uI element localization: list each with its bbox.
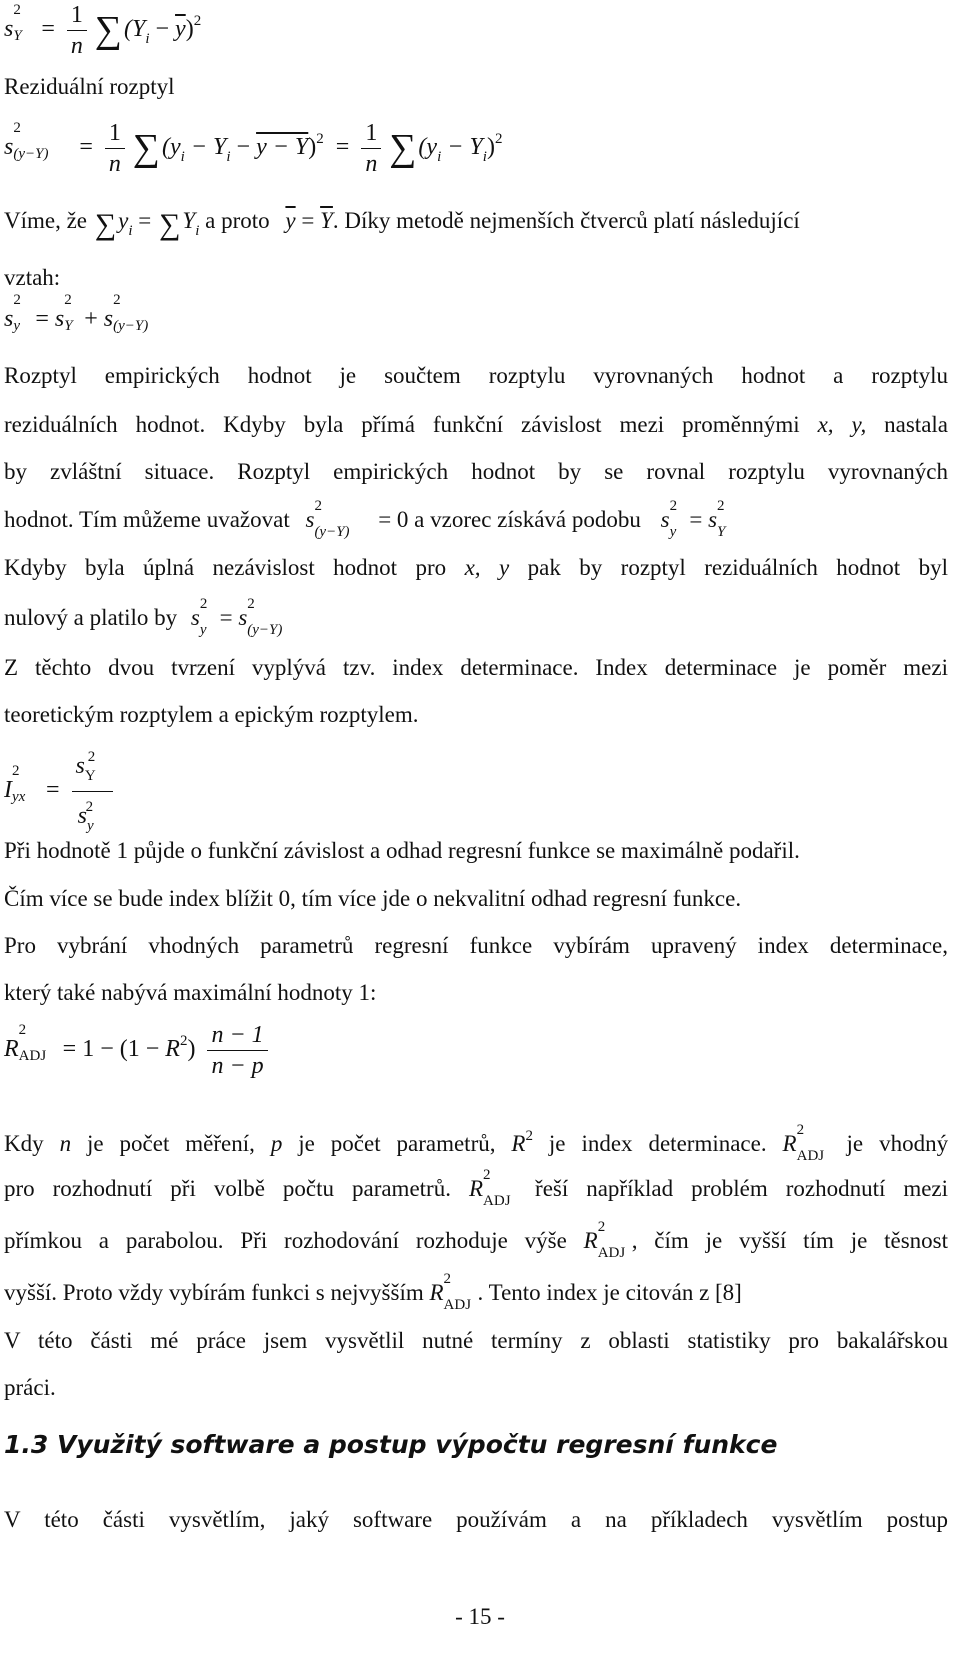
formula-variance-decomposition: s 2 y = s 2 Y + s 2 (y−Y) — [4, 292, 149, 334]
paragraph-line: reziduálních hodnot. Kdyby byla přímá funkční závislost mezi proměnnými x, y, nastala — [4, 412, 948, 437]
paragraph-line: Čím více se bude index blížit 0, tím více jde o nekvalitní odhad regresní funkce. — [4, 886, 742, 911]
paragraph-line: přímkou a parabolou. Při rozhodování rozhoduje výše R 2 ADJ , čím je vyšší tím je těsnost — [4, 1219, 949, 1261]
paragraph-line: vyšší. Proto vždy vybírám funkci s nejvyšším R 2 ADJ . Tento index je citován z [8] — [4, 1271, 742, 1313]
paragraph-line: Při hodnotě 1 půjde o funkční závislost a odhad regresní funkce se maximálně podařil. — [4, 838, 800, 863]
paragraph-line: V této části vysvětlím, jaký software používám a na příkladech vysvětlím postup — [4, 1507, 948, 1532]
formula-adjusted-r2: R 2 ADJ = $1 - (1 - R^2)$ $\frac{n - 1}{n - p}$ — [4, 1020, 274, 1081]
paragraph-line: V této části mé práce jsem vysvětlil nutné termíny z oblasti statistiky pro bakalářskou — [4, 1328, 948, 1353]
paragraph-line: pro rozhodnutí při volbě počtu parametrů. R 2 ADJ řeší například problém rozhodnutí mezi — [4, 1167, 949, 1209]
text-line-vztah: vztah: — [4, 265, 61, 290]
paragraph-line: který také nabývá maximální hodnoty 1: — [4, 980, 377, 1005]
section-heading: 1.3 Využitý software a postup výpočtu regresní funkce — [4, 1430, 778, 1459]
paragraph-line: by zvláštní situace. Rozptyl empirických hodnot by se rovnal rozptylu vyrovnaných — [4, 459, 948, 484]
paragraph-line: Rozptyl empirických hodnot je součtem rozptylu vyrovnaných hodnot a rozptylu — [4, 363, 948, 388]
paragraph-line: Kdyby byla úplná nezávislost hodnot pro x, y pak by rozptyl reziduálních hodnot byl — [4, 555, 949, 580]
formula-index-determination: I 2 yx = $\frac{s_Y^2}{s_y^2}$ — [4, 742, 119, 841]
paragraph-line: nulový a platilo by s 2 y = s 2 (y−Y) — [4, 596, 283, 638]
residual-variance-title: Reziduální rozptyl — [4, 74, 175, 99]
formula-residual-variance: s 2 (y−Y) = $\frac{1}{n}$ $\sum(y_i - Y_i - y - Y)^2$ = $\frac{1}{n}$ $\sum(y_i - Y_i)^2$ — [4, 120, 503, 177]
paragraph-line: Z těchto dvou tvrzení vyplývá tzv. index determinace. Index determinace je poměr mezi — [4, 655, 948, 680]
paragraph-line: Pro vybrání vhodných parametrů regresní funkce vybírám upravený index determinace, — [4, 933, 948, 958]
paragraph-line: teoretickým rozptylem a epickým rozptylem. — [4, 702, 419, 727]
formula-variance-fitted: s 2 Y = $\frac{1}{n}$ $\sum(Y_i - \overline{y})^2$ — [4, 2, 202, 59]
paragraph-line: Kdy n je počet měření, p je počet parametrů, $R^2$ je index determinace. R 2 ADJ je vhodný — [4, 1122, 949, 1164]
text-line-vime: Víme, že $\sum y_i = \sum Y_i$ a proto $\overline{y} = \overline{Y}$. Díky metodě nejmenších čtverců platí následující — [4, 208, 800, 241]
paragraph-line: práci. — [4, 1375, 56, 1400]
text-line-hodnot: hodnot. Tím můžeme uvažovat s 2 (y−Y) = 0 a vzorec získává podobu s 2 y = s 2 Y — [4, 498, 726, 540]
page-number: - 15 - — [455, 1604, 505, 1629]
